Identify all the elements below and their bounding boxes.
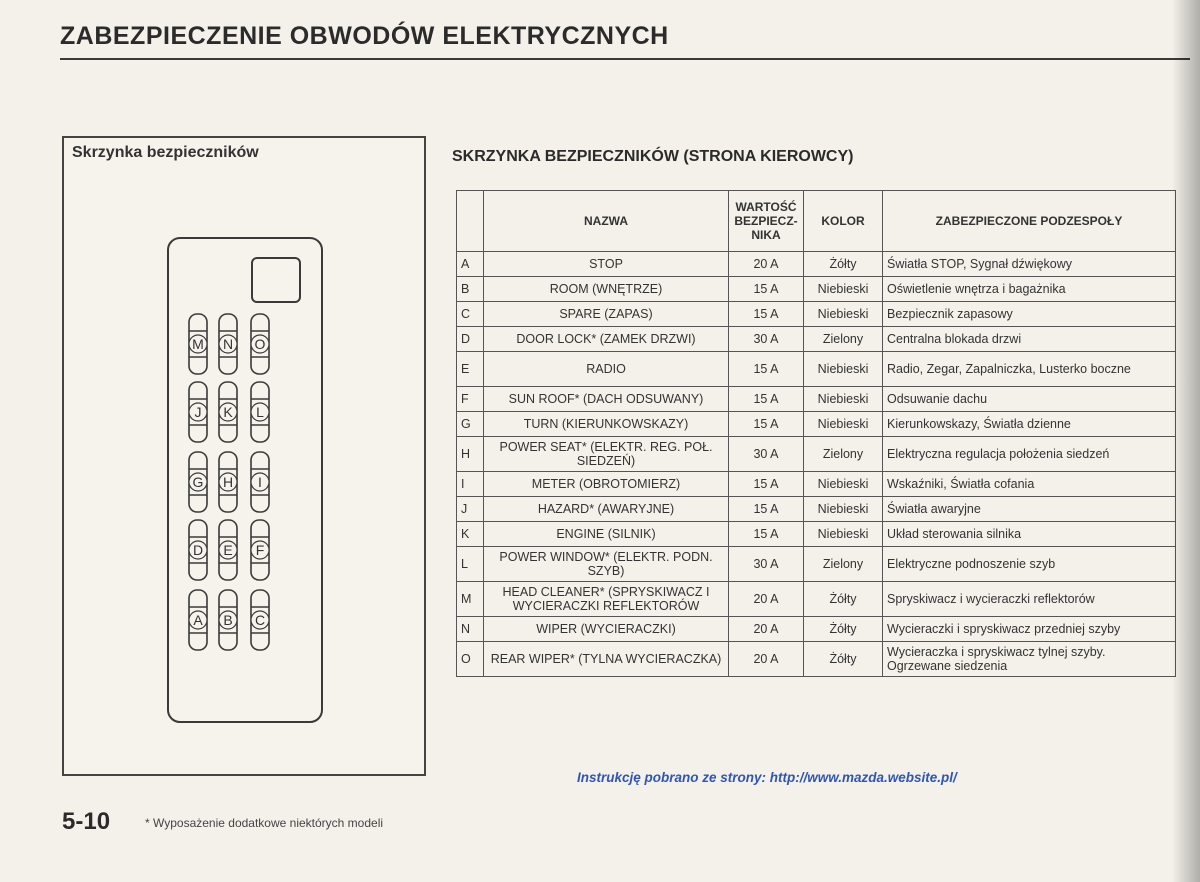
- fuse-components: Bezpiecznik zapasowy: [883, 302, 1176, 327]
- fuse-rating: 30 A: [729, 437, 804, 472]
- fuse-color: Zielony: [804, 327, 883, 352]
- fuse-components: Oświetlenie wnętrza i bagażnika: [883, 277, 1176, 302]
- fuse-color: Niebieski: [804, 387, 883, 412]
- fuse-components: Spryskiwacz i wycieraczki reflektorów: [883, 582, 1176, 617]
- fuse-name: ROOM (WNĘTRZE): [484, 277, 729, 302]
- table-row: [457, 387, 1176, 412]
- fuse-color: Żółty: [804, 642, 883, 677]
- fuse-rating: 20 A: [729, 617, 804, 642]
- download-source-note: Instrukcję pobrano ze strony: http://www.mazda.website.pl/: [577, 770, 957, 785]
- table-row: [457, 497, 1176, 522]
- page-number: 5-10: [62, 808, 111, 835]
- fuse-name: METER (OBROTOMIERZ): [484, 472, 729, 497]
- fuse-label-o: O: [254, 336, 266, 352]
- fuse-components: Elektryczna regulacja położenia siedzeń: [883, 437, 1176, 472]
- fuse-color: Żółty: [804, 617, 883, 642]
- fuse-components: Układ sterowania silnika: [883, 522, 1176, 547]
- header-components: ZABEZPIECZONE PODZESPOŁY: [883, 191, 1176, 252]
- fuse-color: Niebieski: [804, 277, 883, 302]
- header-rating: WARTOŚĆ BEZPIECZ-NIKA: [729, 191, 804, 252]
- fuse-letter: B: [457, 277, 484, 302]
- table-header-row: [457, 191, 1176, 252]
- fuse-letter: K: [457, 522, 484, 547]
- fuse-name: SPARE (ZAPAS): [484, 302, 729, 327]
- fuse-letter: F: [457, 387, 484, 412]
- fuse-label-a: A: [193, 612, 203, 628]
- fuse-components: Wycieraczka i spryskiwacz tylnej szyby. Ogrzewane siedzenia: [883, 642, 1176, 677]
- fuse-letter: N: [457, 617, 484, 642]
- fuse-name: REAR WIPER* (TYLNA WYCIERACZKA): [484, 642, 729, 677]
- fuse-color: Zielony: [804, 547, 883, 582]
- fuse-letter: O: [457, 642, 484, 677]
- fuse-letter: J: [457, 497, 484, 522]
- fuse-color: Niebieski: [804, 472, 883, 497]
- fuse-label-e: E: [223, 542, 233, 558]
- fuse-components: Centralna blokada drzwi: [883, 327, 1176, 352]
- fuse-color: Żółty: [804, 582, 883, 617]
- page-binding-shadow: [1172, 0, 1200, 882]
- fuse-letter: H: [457, 437, 484, 472]
- fuse-name: POWER WINDOW* (ELEKTR. PODN. SZYB): [484, 547, 729, 582]
- fuse-rating: 15 A: [729, 387, 804, 412]
- fuse-letter: G: [457, 412, 484, 437]
- fuse-name: ENGINE (SILNIK): [484, 522, 729, 547]
- fuse-label-m: M: [192, 336, 204, 352]
- table-row: [457, 617, 1176, 642]
- fuse-color: Niebieski: [804, 352, 883, 387]
- page-title: ZABEZPIECZENIE OBWODÓW ELEKTRYCZNYCH: [60, 22, 669, 50]
- fuse-label-k: K: [223, 404, 233, 420]
- fuse-name: TURN (KIERUNKOWSKAZY): [484, 412, 729, 437]
- fuse-color: Niebieski: [804, 302, 883, 327]
- table-row: [457, 302, 1176, 327]
- header-color: KOLOR: [804, 191, 883, 252]
- table-row: [457, 642, 1176, 677]
- fuse-table: [456, 190, 1176, 677]
- fuse-label-f: F: [255, 542, 265, 558]
- fuse-label-c: C: [254, 612, 266, 628]
- fuse-rating: 15 A: [729, 302, 804, 327]
- fuse-box-diagram: [64, 138, 428, 778]
- table-row: [457, 582, 1176, 617]
- relay-socket: [252, 258, 300, 302]
- table-row: [457, 522, 1176, 547]
- fuse-components: Radio, Zegar, Zapalniczka, Lusterko boczne: [883, 352, 1176, 387]
- footnote: * Wyposażenie dodatkowe niektórych modeli: [145, 816, 384, 830]
- fuse-color: Niebieski: [804, 412, 883, 437]
- fuse-rating: 15 A: [729, 497, 804, 522]
- header-letter: [457, 191, 484, 252]
- fuse-rating: 20 A: [729, 252, 804, 277]
- fuse-label-d: D: [192, 542, 204, 558]
- fuse-label-b: B: [223, 612, 233, 628]
- fuse-letter: L: [457, 547, 484, 582]
- fuse-rating: 30 A: [729, 547, 804, 582]
- fuse-rating: 15 A: [729, 352, 804, 387]
- table-row: [457, 327, 1176, 352]
- table-row: [457, 352, 1176, 387]
- fuse-rating: 15 A: [729, 522, 804, 547]
- fuse-name: HEAD CLEANER* (SPRYSKIWACZ I WYCIERACZKI REFLEKTORÓW: [484, 582, 729, 617]
- fuse-letter: D: [457, 327, 484, 352]
- fuse-rating: 15 A: [729, 412, 804, 437]
- fuse-box-title: Skrzynka bezpieczników: [72, 144, 259, 161]
- fuse-name: SUN ROOF* (DACH ODSUWANY): [484, 387, 729, 412]
- fuse-letter: I: [457, 472, 484, 497]
- fuse-name: POWER SEAT* (ELEKTR. REG. POŁ. SIEDZEŃ): [484, 437, 729, 472]
- fuse-components: Elektryczne podnoszenie szyb: [883, 547, 1176, 582]
- fuse-letter: E: [457, 352, 484, 387]
- fuse-label-j: J: [194, 404, 202, 420]
- table-row: [457, 472, 1176, 497]
- table-row: [457, 437, 1176, 472]
- fuse-label-n: N: [222, 336, 234, 352]
- fuse-label-i: I: [258, 474, 262, 490]
- fuse-label-g: G: [192, 474, 204, 490]
- fuse-color: Niebieski: [804, 497, 883, 522]
- fuse-box-panel: [62, 136, 426, 776]
- table-row: [457, 547, 1176, 582]
- fuse-components: Wskaźniki, Światła cofania: [883, 472, 1176, 497]
- fuse-letter: M: [457, 582, 484, 617]
- fuse-rating: 15 A: [729, 472, 804, 497]
- table-row: [457, 252, 1176, 277]
- fuse-label-l: L: [256, 404, 264, 420]
- table-title: SKRZYNKA BEZPIECZNIKÓW (STRONA KIEROWCY): [452, 148, 854, 165]
- table-row: [457, 277, 1176, 302]
- fuse-rating: 20 A: [729, 582, 804, 617]
- title-divider: [60, 58, 1190, 60]
- fuse-components: Wycieraczki i spryskiwacz przedniej szyby: [883, 617, 1176, 642]
- fuse-letter: C: [457, 302, 484, 327]
- fuse-rating: 30 A: [729, 327, 804, 352]
- fuse-name: WIPER (WYCIERACZKI): [484, 617, 729, 642]
- table-row: [457, 412, 1176, 437]
- fuse-color: Zielony: [804, 437, 883, 472]
- fuse-color: Niebieski: [804, 522, 883, 547]
- fuse-name: STOP: [484, 252, 729, 277]
- fuse-color: Żółty: [804, 252, 883, 277]
- fuse-components: Światła awaryjne: [883, 497, 1176, 522]
- fuse-rating: 20 A: [729, 642, 804, 677]
- header-name: NAZWA: [484, 191, 729, 252]
- fuse-components: Odsuwanie dachu: [883, 387, 1176, 412]
- fuse-name: DOOR LOCK* (ZAMEK DRZWI): [484, 327, 729, 352]
- fuse-label-h: H: [222, 474, 234, 490]
- fuse-name: HAZARD* (AWARYJNE): [484, 497, 729, 522]
- fuse-letter: A: [457, 252, 484, 277]
- fuse-name: RADIO: [484, 352, 729, 387]
- fuse-components: Światła STOP, Sygnał dźwiękowy: [883, 252, 1176, 277]
- fuse-rating: 15 A: [729, 277, 804, 302]
- fuse-components: Kierunkowskazy, Światła dzienne: [883, 412, 1176, 437]
